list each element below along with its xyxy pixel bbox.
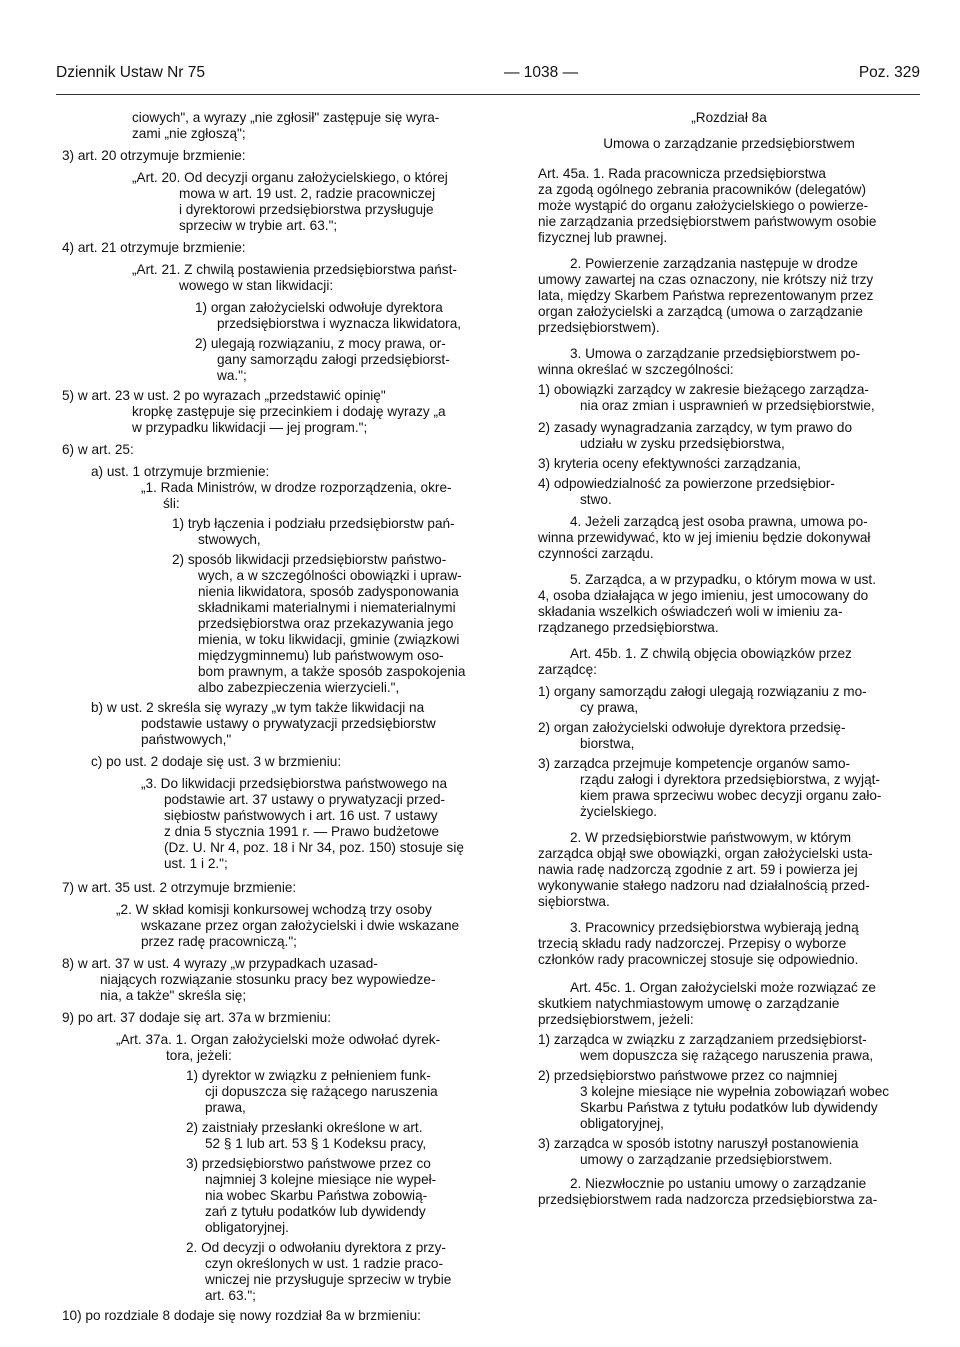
text-line: za zgodą ogólnego zebrania pracowników (delegatów) xyxy=(538,182,866,197)
text-line: czynności zarządu. xyxy=(538,546,654,561)
text-line: Skarbu Państwa z tytułu podatków lub dywidendy xyxy=(580,1100,878,1115)
text-line: 7) w art. 35 ust. 2 otrzymuje brzmienie: xyxy=(62,880,297,895)
text-line: 2) ulegają rozwiązaniu, z mocy prawa, or- xyxy=(195,336,446,351)
text-line: składania wszelkich oświadczeń woli w imieniu za- xyxy=(538,604,843,619)
text-line: „Art. 37a. 1. Organ założycielski może odwołać dyrek- xyxy=(116,1032,441,1047)
text-line: fizycznej lub prawnej. xyxy=(538,230,668,245)
text-line: 3) art. 20 otrzymuje brzmienie: xyxy=(62,148,246,163)
text-line: 2) sposób likwidacji przedsiębiorstw państwo- xyxy=(172,552,447,567)
text-line: stwo. xyxy=(580,492,612,507)
text-line: 3) kryteria oceny efektywności zarządzania, xyxy=(538,456,801,471)
text-line: 4, osoba działająca w jego imieniu, jest umocowany do xyxy=(538,588,869,603)
text-line: sprzeciw w trybie art. 63."; xyxy=(179,218,338,233)
text-line: siębiorstwa. xyxy=(538,894,610,909)
text-line: 4) odpowiedzialność za powierzone przedsiębior- xyxy=(538,476,835,491)
text-line: nie zarządzania przedsiębiorstwem państwowym osobie xyxy=(538,214,877,229)
text-line: państwowych," xyxy=(141,732,232,747)
text-line: (Dz. U. Nr 4, poz. 18 i Nr 34, poz. 150) stosuje się xyxy=(164,840,464,855)
text-line: c) po ust. 2 dodaje się ust. 3 w brzmieniu: xyxy=(91,754,342,769)
text-line: 1) zarządca w związku z zarządzaniem przedsiębiorst- xyxy=(538,1032,867,1047)
text-line: 2) przedsiębiorstwo państwowe przez co najmniej xyxy=(538,1068,838,1083)
text-line: z dnia 5 stycznia 1991 r. — Prawo budżetowe xyxy=(164,824,440,839)
text-line: biorstwa, xyxy=(580,736,635,751)
text-line: Art. 45b. 1. Z chwilą objęcia obowiązków przez xyxy=(570,646,852,661)
text-line: może wystąpić do organu założycielskiego o powierze- xyxy=(538,198,869,213)
text-line: 1) organ założycielski odwołuje dyrektora xyxy=(195,300,443,315)
text-line: 3. Umowa o zarządzanie przedsiębiorstwem po- xyxy=(570,346,861,361)
text-line: „2. W skład komisji konkursowej wchodzą trzy osoby xyxy=(116,902,432,917)
text-line: tora, jeżeli: xyxy=(166,1048,232,1063)
text-line: przez radę pracowniczą."; xyxy=(141,934,297,949)
text-line: umowy zawartej na czas oznaczony, nie krótszy niż trzy xyxy=(538,272,874,287)
text-line: podstawie ustawy o prywatyzacji przedsiębiorstw xyxy=(141,716,436,731)
text-line: 1) tryb łączenia i podziału przedsiębiorstw pań- xyxy=(172,516,455,531)
text-line: nawia radę nadzorczą zgodnie z art. 59 i powierza jej xyxy=(538,862,858,877)
text-line: 5) w art. 23 w ust. 2 po wyrazach „przedstawić opinię" xyxy=(62,388,386,403)
text-line: 2. Powierzenie zarządzania następuje w drodze xyxy=(570,256,858,271)
text-line: trzecią składu rady nadzorczej. Przepisy o wyborze xyxy=(538,936,847,951)
text-line: „Rozdział 8a xyxy=(691,110,767,125)
text-line: czyn określonych w ust. 1 radzie praco- xyxy=(205,1256,443,1271)
text-line: „1. Rada Ministrów, w drodze rozporządzenia, okre- xyxy=(141,480,452,495)
text-line: przedsiębiorstwem rada nadzorcza przedsiębiorstwa za- xyxy=(538,1192,878,1207)
text-line: 6) w art. 25: xyxy=(62,442,134,457)
text-line: „Art. 21. Z chwilą postawienia przedsiębiorstwa państ- xyxy=(132,262,457,277)
text-line: międzygminnemu) lub państwowym oso- xyxy=(198,648,444,663)
text-line: stwowych, xyxy=(198,532,261,547)
text-line: rządu załogi i dyrektora przedsiębiorstwa, z wyjąt- xyxy=(580,772,880,787)
text-line: nia wobec Skarbu Państwa zobowią- xyxy=(205,1188,428,1203)
text-line: 1) obowiązki zarządcy w zakresie bieżącego zarządza- xyxy=(538,382,869,397)
text-line: nia oraz zmian i usprawnień w przedsiębiorstwie, xyxy=(580,398,875,413)
text-line: 8) w art. 37 w ust. 4 wyrazy „w przypadkach uzasad- xyxy=(62,956,378,971)
text-line: niających rozwiązanie stosunku pracy bez wypowiedze- xyxy=(100,972,436,987)
text-line: mienia, w toku likwidacji, gminie (związkowi xyxy=(198,632,460,647)
text-line: przedsiębiorstwem). xyxy=(538,320,660,335)
text-line: zami „nie zgłoszą"; xyxy=(132,126,246,141)
text-line: Art. 45a. 1. Rada pracownicza przedsiębiorstwa xyxy=(538,166,826,181)
text-line: gany samorządu załogi przedsiębiorst- xyxy=(217,352,450,367)
text-line: 5. Zarządca, a w przypadku, o którym mowa w ust. xyxy=(570,572,876,587)
text-line: prawa, xyxy=(205,1100,246,1115)
text-line: kiem prawa sprzeciwu wobec decyzji organu zało- xyxy=(580,788,882,803)
text-line: albo zabezpieczenia wierzycieli.", xyxy=(198,680,400,695)
text-line: 52 § 1 lub art. 53 § 1 Kodeksu pracy, xyxy=(205,1136,427,1151)
text-line: 2. W przedsiębiorstwie państwowym, w którym xyxy=(570,830,852,845)
text-line: 2) organ założycielski odwołuje dyrektora przedsię- xyxy=(538,720,846,735)
text-line: nienia likwidatora, sposób zadysponowania xyxy=(198,584,459,599)
text-line: cji dopuszcza się rażącego naruszenia xyxy=(205,1084,438,1099)
text-line: 3. Pracownicy przedsiębiorstwa wybierają jedną xyxy=(570,920,859,935)
position-number: Poz. 329 xyxy=(858,64,920,81)
text-line: przedsiębiorstwa i wyznacza likwidatora, xyxy=(217,316,462,331)
text-line: rządzanego przedsiębiorstwa. xyxy=(538,620,719,635)
text-line: „3. Do likwidacji przedsiębiorstwa państwowego na xyxy=(141,776,448,791)
text-line: „Art. 20. Od decyzji organu założycielskiego, o której xyxy=(132,170,448,185)
text-line: zarządca objął swe obowiązki, organ założycielski usta- xyxy=(538,846,873,861)
text-line: udziału w zysku przedsiębiorstwa, xyxy=(580,436,785,451)
text-line: składnikami materialnymi i niematerialnymi xyxy=(198,600,456,615)
journal-title: Dziennik Ustaw Nr 75 xyxy=(56,64,206,81)
text-line: kropkę zastępuje się przecinkiem i dodaję wyrazy „a xyxy=(132,404,446,419)
page-number: — 1038 — xyxy=(504,64,579,81)
text-line: wniczej nie przysługuje sprzeciw w trybie xyxy=(205,1272,452,1287)
text-line: 3) przedsiębiorstwo państwowe przez co xyxy=(186,1156,431,1171)
text-line: przedsiębiorstwa oraz przekazywania jego xyxy=(198,616,454,631)
text-line: obligatoryjnej, xyxy=(580,1116,664,1131)
text-line: 10) po rozdziale 8 dodaje się nowy rozdział 8a w brzmieniu: xyxy=(62,1308,421,1323)
text-line: zań z tytułu podatków lub dywidendy xyxy=(205,1204,426,1219)
text-line: 9) po art. 37 dodaje się art. 37a w brzmieniu: xyxy=(62,1010,332,1025)
text-line: zarządcę: xyxy=(538,662,597,677)
text-line: życielskiego. xyxy=(580,804,658,819)
text-line: siębiostw państwowych i art. 16 ust. 7 ustawy xyxy=(164,808,438,823)
text-line: mowa w art. 19 ust. 2, radzie pracowniczej xyxy=(179,186,436,201)
text-line: 3) zarządca przejmuje kompetencje organów samo- xyxy=(538,756,851,771)
text-line: a) ust. 1 otrzymuje brzmienie: xyxy=(91,464,270,479)
text-line: członków rady pracowniczej stosuje się odpowiednio. xyxy=(538,952,859,967)
text-line: nia, a także" skreśla się; xyxy=(100,988,247,1003)
text-line: podstawie art. 37 ustawy o prywatyzacji przed- xyxy=(164,792,446,807)
page-header xyxy=(56,64,920,88)
text-line: winna przewidywać, kto w jej imieniu będzie dokonywał xyxy=(538,530,871,545)
text-line: ust. 1 i 2."; xyxy=(164,856,228,871)
text-line: wykonywanie stałego nadzoru nad działalnością przed- xyxy=(538,878,870,893)
text-line: 2. Niezwłocznie po ustaniu umowy o zarządzanie xyxy=(570,1176,867,1191)
text-line: 4. Jeżeli zarządcą jest osoba prawna, umowa po- xyxy=(570,514,868,529)
text-line: wych, a w szczególności obowiązki i upraw- xyxy=(198,568,462,583)
text-line: organ założycielski a zarządcą (umowa o zarządzanie xyxy=(538,304,863,319)
text-line: cy prawa, xyxy=(580,700,639,715)
text-line: obligatoryjnej. xyxy=(205,1220,289,1235)
text-line: i dyrektorowi przedsiębiorstwa przysługuje xyxy=(179,202,434,217)
text-line: 2) zaistniały przesłanki określone w art. xyxy=(186,1120,423,1135)
text-line: 3 kolejne miesiące nie wypełnia zobowiązań wobec xyxy=(580,1084,890,1099)
text-line: bom prawnym, a także sposób zaspokojenia xyxy=(198,664,466,679)
text-line: 1) organy samorządu załogi ulegają rozwiązaniu z mo- xyxy=(538,684,867,699)
header-rule xyxy=(56,94,920,95)
text-line: wa."; xyxy=(217,368,247,383)
text-line: 2. Od decyzji o odwołaniu dyrektora z przy- xyxy=(186,1240,446,1255)
text-line: Umowa o zarządzanie przedsiębiorstwem xyxy=(603,136,855,151)
text-line: ciowych", a wyrazy „nie zgłosił" zastępuje się wyra- xyxy=(132,110,440,125)
text-line: 3) zarządca w sposób istotny naruszył postanowienia xyxy=(538,1136,859,1151)
text-line: umowy o zarządzanie przedsiębiorstwem. xyxy=(580,1152,833,1167)
text-line: w przypadku likwidacji — jej program."; xyxy=(132,420,368,435)
text-line: 1) dyrektor w związku z pełnieniem funk- xyxy=(186,1068,431,1083)
text-line: najmniej 3 kolejne miesiące nie wypeł- xyxy=(205,1172,437,1187)
text-line: b) w ust. 2 skreśla się wyrazy „w tym także likwidacji na xyxy=(91,700,425,715)
text-line: art. 63."; xyxy=(205,1288,256,1303)
text-line: wem dopuszcza się rażącego naruszenia prawa, xyxy=(580,1048,874,1063)
text-line: wskazane przez organ założycielski i dwie wskazane xyxy=(141,918,460,933)
text-line: winna określać w szczególności: xyxy=(538,362,734,377)
text-line: śli: xyxy=(163,496,180,511)
text-line: 2) zasady wynagradzania zarządcy, w tym prawo do xyxy=(538,420,853,435)
text-line: lata, między Skarbem Państwa reprezentowanym przez xyxy=(538,288,874,303)
text-line: przedsiębiorstwem, jeżeli: xyxy=(538,1012,694,1027)
text-line: Art. 45c. 1. Organ założycielski może rozwiązać ze xyxy=(570,980,876,995)
text-line: skutkiem natychmiastowym umowę o zarządzanie xyxy=(538,996,840,1011)
text-line: 4) art. 21 otrzymuje brzmienie: xyxy=(62,240,246,255)
text-line: wowego w stan likwidacji: xyxy=(179,278,334,293)
